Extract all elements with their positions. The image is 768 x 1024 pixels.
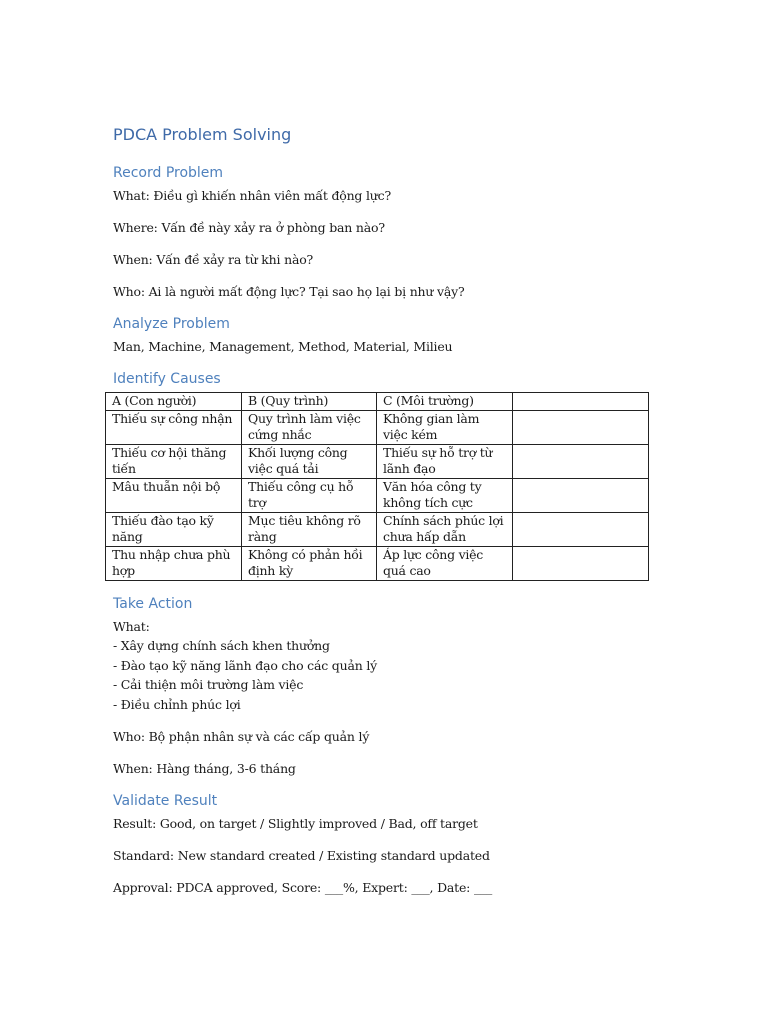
table-row (106, 546, 649, 580)
table-cell: Khối lượng công việc quá tải (242, 444, 377, 478)
table-cell (513, 512, 649, 546)
table-cell: Áp lực công việc quá cao (377, 546, 513, 580)
document-page (113, 124, 653, 897)
table-cell: Thiếu sự hỗ trợ từ lãnh đạo (377, 444, 513, 478)
causes-table (105, 392, 649, 581)
table-row (106, 478, 649, 512)
list-item: - Xây dựng chính sách khen thưởng (113, 638, 330, 653)
analyze-problem-heading: Analyze Problem (113, 316, 230, 332)
table-cell: Mục tiêu không rõ ràng (242, 512, 377, 546)
list-item: - Điều chỉnh phúc lợi (113, 696, 241, 712)
validate-result-line: Result: Good, on target / Slightly improved / Bad, off target (113, 816, 478, 831)
table-cell (513, 478, 649, 512)
column-header-b: B (Quy trình) (242, 393, 377, 411)
validate-result-heading: Validate Result (113, 793, 218, 809)
table-header-row (106, 393, 649, 411)
table-cell: Quy trình làm việc cứng nhắc (242, 410, 377, 444)
table-row (106, 444, 649, 478)
analyze-factors-line: Man, Machine, Management, Method, Material, Milieu (113, 339, 453, 354)
identify-causes-heading: Identify Causes (113, 371, 221, 387)
table-cell (513, 444, 649, 478)
validate-approval-line: Approval: PDCA approved, Score: ___%, Expert: ___, Date: ___ (113, 880, 493, 895)
record-where-line: Where: Vấn đề này xảy ra ở phòng ban nào? (113, 220, 385, 235)
table-cell: Thu nhập chưa phù hợp (106, 546, 242, 580)
table-cell: Thiếu sự công nhận (106, 410, 242, 444)
column-header-a: A (Con người) (106, 393, 242, 411)
action-when-line: When: Hàng tháng, 3-6 tháng (113, 761, 296, 776)
table-cell: Thiếu công cụ hỗ trợ (242, 478, 377, 512)
record-who-line: Who: Ai là người mất động lực? Tại sao họ lại bị như vậy? (113, 284, 465, 299)
document-title: PDCA Problem Solving (113, 125, 292, 144)
table-cell: Thiếu đào tạo kỹ năng (106, 512, 242, 546)
table-cell: Không có phản hồi định kỳ (242, 546, 377, 580)
table-cell (513, 410, 649, 444)
record-what-line: What: Điều gì khiến nhân viên mất động lực? (113, 188, 391, 203)
take-action-heading: Take Action (113, 595, 193, 612)
table-row (106, 410, 649, 444)
table-cell (513, 546, 649, 580)
table-cell: Văn hóa công ty không tích cực (377, 478, 513, 512)
table-cell: Thiếu cơ hội thăng tiến (106, 444, 242, 478)
list-item: - Cải thiện môi trường làm việc (113, 677, 304, 692)
table-cell: Chính sách phúc lợi chưa hấp dẫn (377, 512, 513, 546)
table-cell: Không gian làm việc kém (377, 410, 513, 444)
table-cell: Mâu thuẫn nội bộ (106, 478, 242, 512)
column-header-d (513, 393, 649, 411)
action-who-line: Who: Bộ phận nhân sự và các cấp quản lý (113, 729, 370, 744)
action-what-list (113, 617, 653, 715)
validate-standard-line: Standard: New standard created / Existing standard updated (113, 848, 490, 863)
action-what-label: What: (113, 618, 150, 634)
list-item: - Đào tạo kỹ năng lãnh đạo cho các quản lý (113, 657, 377, 673)
record-when-line: When: Vấn đề xảy ra từ khi nào? (113, 252, 314, 267)
table-row (106, 512, 649, 546)
column-header-c: C (Môi trường) (377, 393, 513, 411)
record-problem-heading: Record Problem (113, 165, 224, 181)
